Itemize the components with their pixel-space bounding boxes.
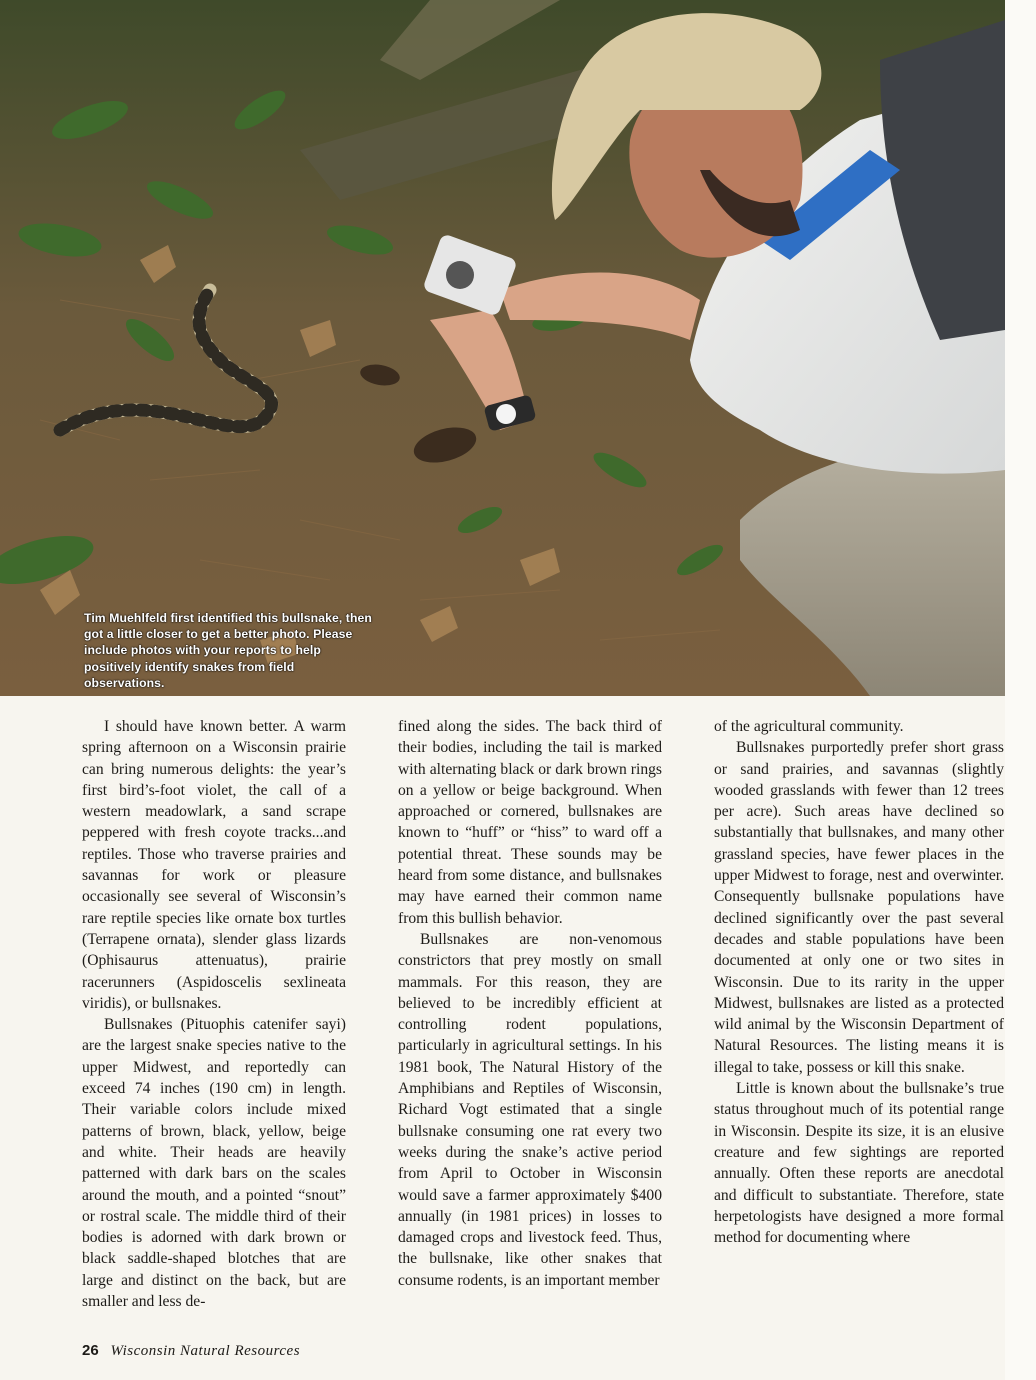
- paragraph: I should have known better. A warm spring afternoon on a Wisconsin prairie can bring numerous delights: the year’s first bird’s-foot violet, the call of a western meadowlark, a sand scrape peppered with fresh coyote tracks...and reptiles. Those who traverse prairies and savannas for work or pleasure occasionally see several of Wisconsin’s rare reptile species like ornate box turtles (Terrapene ornata), slender glass lizards (Ophisaurus attenuatus), prairie racerunners (Aspidoscelis sexlineata viridis), or bullsnakes.: [82, 718, 346, 1012]
- article-column-2: [398, 716, 662, 1291]
- article-column-3: [714, 716, 1004, 1248]
- page-number: 26: [82, 1342, 99, 1359]
- paragraph: fined along the sides. The back third of their bodies, including the tail is marked with alternating black or dark brown rings on a yellow or beige background. When approached or cornered, bullsnakes are known to “huff” or “hiss” to ward off a potential threat. These sounds may be heard from some distance, and bullsnakes may have earned their common name from this bullish behavior.: [398, 718, 662, 927]
- page-footer: [82, 1342, 300, 1360]
- photo-caption: Tim Muehlfeld first identified this bullsnake, then got a little closer to get a better photo. Please include photos with your reports to help positively identify snakes from field observations.: [84, 611, 372, 690]
- article-column-1: [82, 716, 346, 1312]
- forest-floor-photo: [0, 0, 1005, 696]
- magazine-name: Wisconsin Natural Resources: [110, 1343, 301, 1359]
- paragraph: Bullsnakes are non-venomous constrictors that prey mostly on small mammals. For this reason, they are believed to be incredibly efficient at controlling rodent populations, particularly in agricultural settings. In his 1981 book, The Natural History of the Amphibians and Reptiles of Wisconsin, Richard Vogt estimated that a single bullsnake consuming one rat every two weeks during the snake’s active period from April to October in Wisconsin would save a farmer approximately $400 annually (in 1981 prices) in losses to damaged crops and livestock feed. Thus, the bullsnake, like other snakes that consume rodents, is an important member: [398, 930, 662, 1289]
- paragraph: Bullsnakes (Pituophis catenifer sayi) are the largest snake species native to the upper Midwest, and reportedly can exceed 74 inches (190 cm) in length. Their variable colors include mixed patterns of brown, black, yellow, beige and white. Their heads are heavily patterned with dark bars on the scales around the mouth, and a pointed “snout” or rostral scale. The middle third of their bodies is adorned with dark brown or black saddle-shaped blotches that are large and distinct on the back, but are smaller and less de-: [82, 1016, 346, 1311]
- paragraph: Bullsnakes purportedly prefer short grass or sand prairies, and savannas (slightly wooded grasslands with fewer than 12 trees per acre). Such areas have declined so substantially that bullsnakes, and many other grassland species, have fewer places in the upper Midwest to forage, nest and overwinter. Consequently bullsnake populations have declined significantly over the past several decades and stable populations have been documented at only one or two sites in Wisconsin. Due to its rarity in the upper Midwest, bullsnakes are listed as a protected wild animal by the Wisconsin Department of Natural Resources. The listing means it is illegal to take, possess or kill this snake.: [714, 739, 1004, 1076]
- paragraph: Little is known about the bullsnake’s true status throughout much of its potential range in Wisconsin. Despite its size, it is an elusive creature and few sightings are reported annually. Often these reports are anecdotal and difficult to substantiate. Therefore, state herpetologists have designed a more formal method for documenting where: [714, 1080, 1004, 1247]
- paragraph: of the agricultural community.: [714, 718, 904, 735]
- hero-photo: [0, 0, 1005, 696]
- page-edge: [1005, 0, 1036, 1380]
